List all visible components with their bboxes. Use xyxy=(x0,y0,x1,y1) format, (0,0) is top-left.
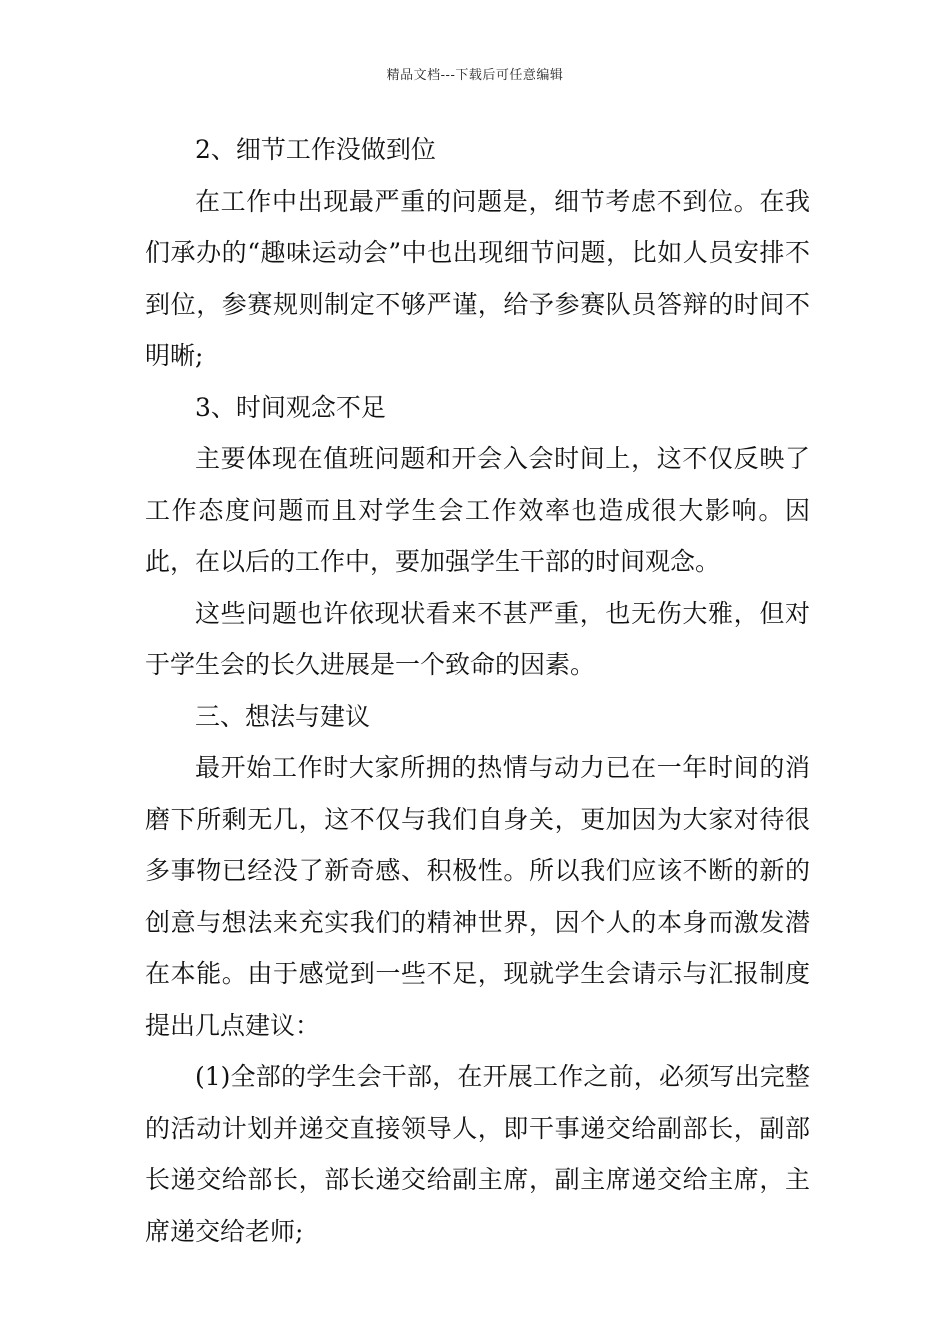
paragraph-suggestions: 最开始工作时大家所拥的热情与动力已在一年时间的消磨下所剩无几，这不仅与我们自身关，更加因为大家对待很多事物已经没了新奇感、积极性。所以我们应该不断的新的创意与想法来充实我们的精神世界，因个人的本身而激发潜在本能。由于感觉到一些不足，现就学生会请示与汇报制度提出几点建议： xyxy=(145,753,810,1040)
paragraph-problems-summary: 这些问题也许依现状看来不甚严重，也无伤大雅，但对于学生会的长久进展是一个致命的因素。 xyxy=(145,598,810,679)
section-heading-time: 3、时间观念不足 xyxy=(195,392,386,422)
page-header: 精品文档---下载后可任意编辑 xyxy=(386,68,564,83)
paragraph-time: 主要体现在值班问题和开会入会时间上，这不仅反映了工作态度问题而且对学生会工作效率也造成很大影响。因此，在以后的工作中，要加强学生干部的时间观念。 xyxy=(145,444,810,576)
paragraph-details: 在工作中出现最严重的问题是，细节考虑不到位。在我们承办的“趣味运动会”中也出现细节问题，比如人员安排不到位，参赛规则制定不够严谨，给予参赛队员答辩的时间不明晰; xyxy=(145,186,810,370)
section-heading-details: 2、细节工作没做到位 xyxy=(195,135,436,164)
paragraph-suggestion-1: (1)全部的学生会干部，在开展工作之前，必须写出完整的活动计划并递交直接领导人，即干事递交给副部长，副部长递交给部长，部长递交给副主席，副主席递交给主席，主席递交给老师; xyxy=(145,1062,810,1246)
section-heading-suggestions: 三、想法与建议 xyxy=(195,701,371,731)
document-body xyxy=(145,124,810,1257)
